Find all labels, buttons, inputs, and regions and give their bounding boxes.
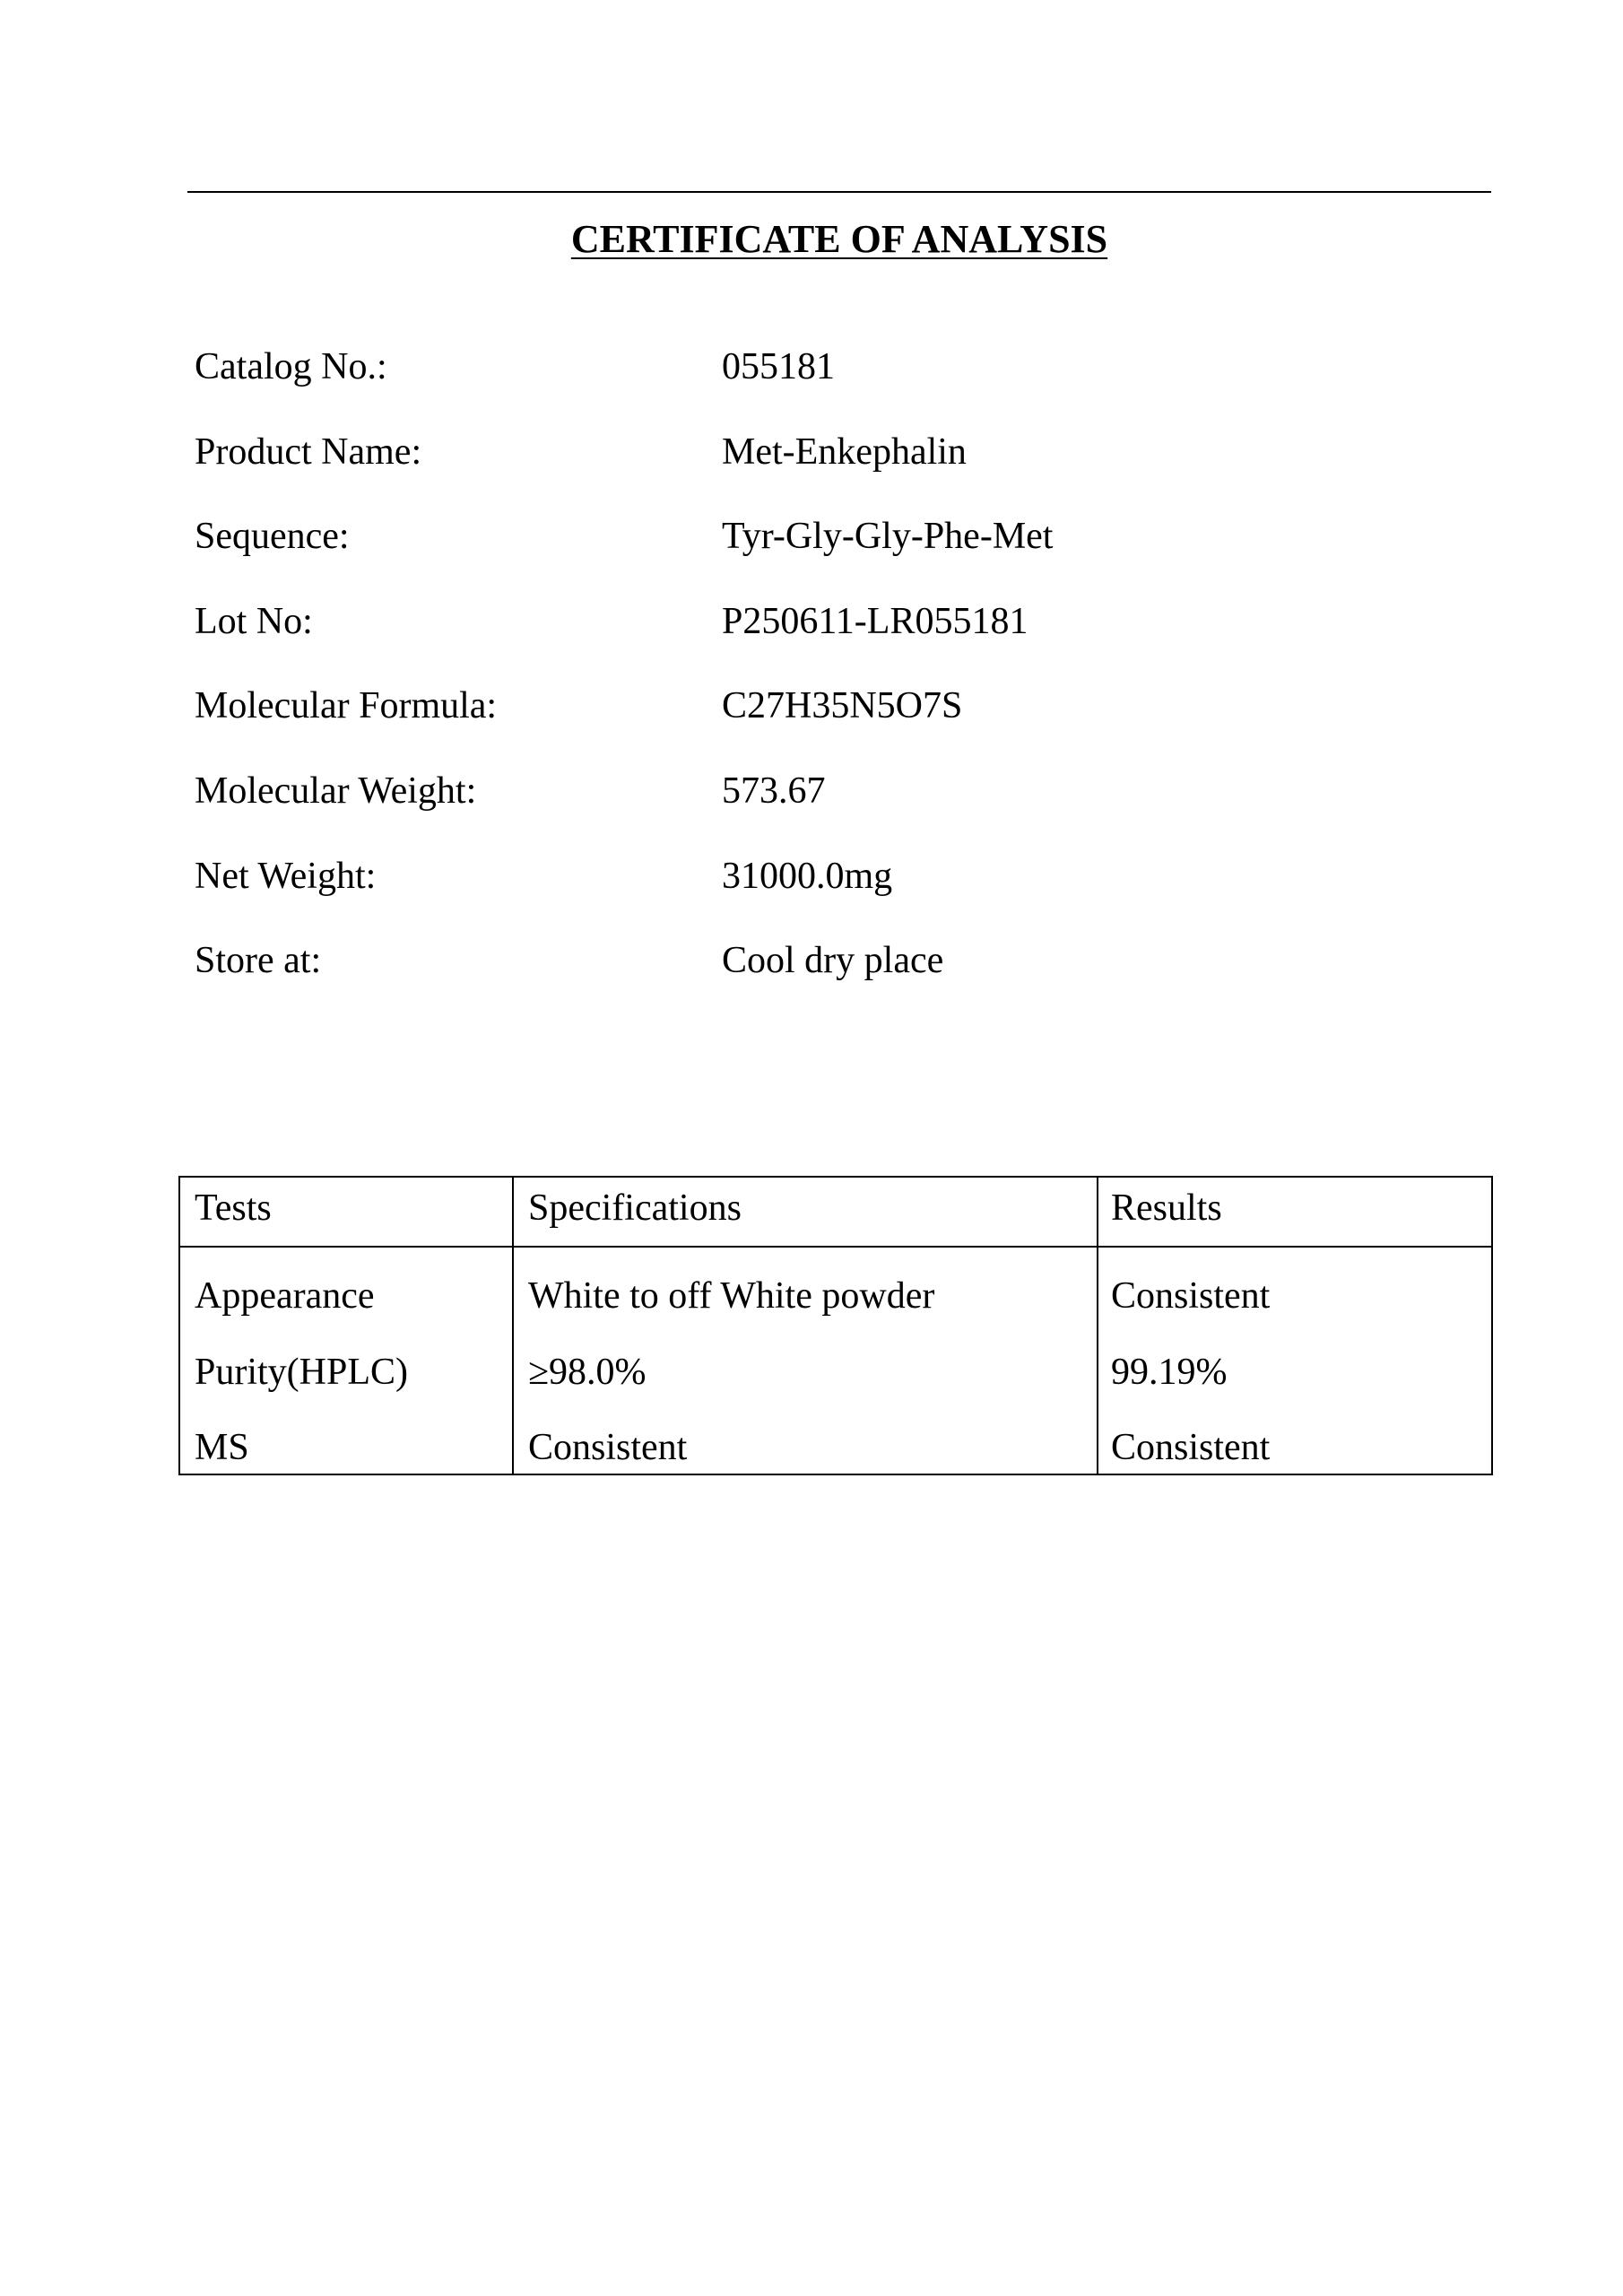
table-header-specifications: Specifications bbox=[528, 1187, 742, 1229]
field-molecular-formula bbox=[0, 664, 1623, 749]
field-value: 573.67 bbox=[722, 770, 826, 812]
document-title: CERTIFICATE OF ANALYSIS bbox=[570, 217, 1108, 261]
product-info bbox=[0, 325, 1623, 1004]
table-row bbox=[180, 1269, 1491, 1323]
cell-test: Appearance bbox=[195, 1275, 375, 1317]
table-header-results: Results bbox=[1111, 1187, 1222, 1229]
field-value: 055181 bbox=[722, 346, 835, 387]
field-sequence bbox=[0, 494, 1623, 579]
field-value: Tyr-Gly-Gly-Phe-Met bbox=[722, 516, 1054, 558]
field-label: Product Name: bbox=[195, 430, 422, 473]
field-value: Cool dry place bbox=[722, 940, 944, 982]
field-label: Store at: bbox=[195, 940, 322, 982]
cell-test: MS bbox=[195, 1427, 249, 1468]
cell-specification: White to off White powder bbox=[528, 1275, 935, 1317]
field-molecular-weight bbox=[0, 749, 1623, 834]
field-value: Met-Enkephalin bbox=[722, 430, 967, 473]
header-divider bbox=[180, 1246, 1491, 1248]
table-header-row bbox=[180, 1181, 1491, 1235]
field-lot-no bbox=[0, 579, 1623, 665]
field-label: Lot No: bbox=[195, 600, 313, 642]
field-net-weight bbox=[0, 834, 1623, 919]
field-catalog-no bbox=[0, 325, 1623, 410]
field-product-name bbox=[0, 410, 1623, 495]
table-row bbox=[180, 1345, 1491, 1399]
field-store-at bbox=[0, 918, 1623, 1004]
cell-result: Consistent bbox=[1111, 1275, 1271, 1317]
field-value: P250611-LR055181 bbox=[722, 600, 1028, 642]
top-rule bbox=[187, 191, 1491, 193]
cell-test: Purity(HPLC) bbox=[195, 1352, 409, 1393]
field-label: Net Weight: bbox=[195, 855, 377, 897]
field-value: C27H35N5O7S bbox=[722, 685, 963, 727]
test-results-table bbox=[178, 1176, 1493, 1475]
field-label: Molecular Formula: bbox=[195, 685, 498, 727]
cell-specification: Consistent bbox=[528, 1427, 688, 1468]
field-label: Molecular Weight: bbox=[195, 770, 477, 812]
cell-specification: ≥98.0% bbox=[528, 1352, 647, 1393]
field-label: Catalog No.: bbox=[195, 346, 387, 387]
cell-result: 99.19% bbox=[1111, 1352, 1228, 1393]
field-label: Sequence: bbox=[195, 516, 350, 558]
cell-result: Consistent bbox=[1111, 1427, 1271, 1468]
table-header-tests: Tests bbox=[195, 1187, 272, 1229]
table-row bbox=[180, 1421, 1491, 1474]
field-value: 31000.0mg bbox=[722, 855, 893, 897]
